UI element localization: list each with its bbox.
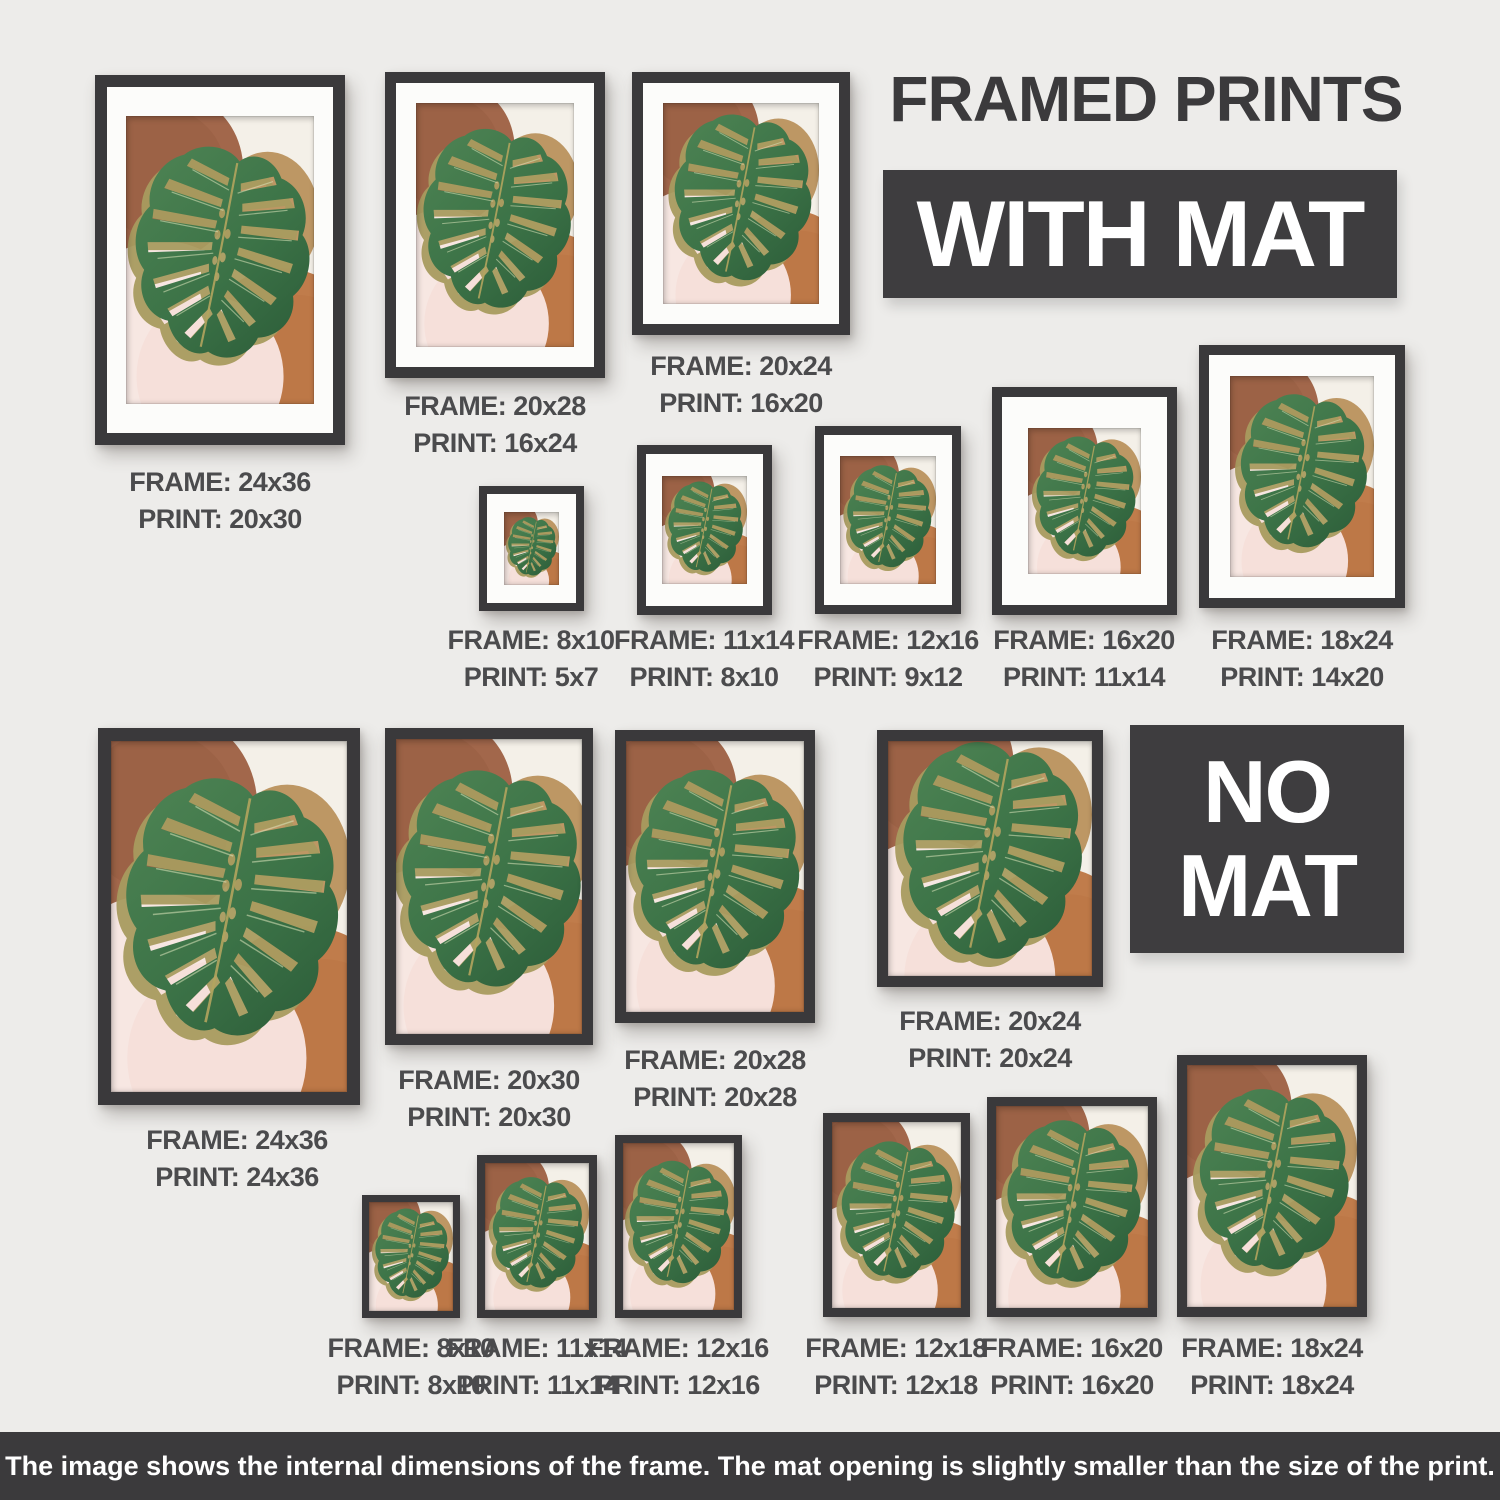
size-label [650, 348, 832, 422]
size-label [404, 388, 586, 462]
size-label [146, 1122, 328, 1196]
monstera-print-artwork [1230, 376, 1374, 577]
frame-size-text: FRAME: 20x30 [398, 1065, 580, 1095]
frame-no-mat-8x10 [362, 1195, 460, 1318]
frame-size-text: FRAME: 11x14 [613, 625, 795, 655]
frame-size-text: FRAME: 16x20 [993, 625, 1175, 655]
frame-no-mat-12x18 [823, 1113, 970, 1317]
size-label [614, 622, 794, 696]
frame-with-mat-20x24 [632, 72, 850, 335]
frame-size-text: FRAME: 8x10 [447, 625, 615, 655]
print-size-text: PRINT: 16x20 [659, 388, 823, 418]
page-title: FRAMED PRINTS [889, 63, 1403, 135]
frame-size-text: FRAME: 12x18 [805, 1333, 987, 1363]
monstera-print-artwork [1187, 1065, 1357, 1307]
frame-size-text: FRAME: 12x16 [587, 1333, 769, 1363]
print-size-text: PRINT: 20x30 [407, 1102, 571, 1132]
no-mat-banner-line1: NO [1203, 742, 1331, 841]
monstera-print-artwork [888, 741, 1092, 976]
footer-note-bar [0, 1432, 1500, 1500]
frame-size-text: FRAME: 18x24 [1211, 625, 1393, 655]
frame-no-mat-24x36 [98, 728, 360, 1105]
monstera-print-artwork [485, 1163, 589, 1310]
frame-size-text: FRAME: 11x14 [446, 1333, 628, 1363]
frame-size-text: FRAME: 24x36 [146, 1125, 328, 1155]
size-label [805, 1330, 987, 1404]
mat-board [1002, 397, 1167, 605]
mat-board [643, 83, 839, 324]
size-label [899, 1003, 1081, 1077]
frame-size-text: FRAME: 20x24 [650, 351, 832, 381]
frame-size-text: FRAME: 8x10 [327, 1333, 495, 1363]
frame-with-mat-20x28 [385, 72, 605, 378]
monstera-print-artwork [832, 1122, 961, 1308]
size-label [587, 1330, 769, 1404]
print-size-text: PRINT: 18x24 [1190, 1370, 1354, 1400]
frame-size-text: FRAME: 20x28 [624, 1045, 806, 1075]
size-label [1211, 622, 1393, 696]
frame-size-text: FRAME: 20x28 [404, 391, 586, 421]
print-size-text: PRINT: 14x20 [1220, 662, 1384, 692]
frame-no-mat-20x28 [615, 730, 815, 1023]
frame-no-mat-20x30 [385, 728, 593, 1045]
monstera-print-artwork [126, 116, 314, 404]
frame-no-mat-11x14 [477, 1155, 597, 1318]
print-size-text: PRINT: 20x28 [633, 1082, 797, 1112]
monstera-print-artwork [416, 103, 574, 347]
print-size-text: PRINT: 16x20 [990, 1370, 1154, 1400]
frame-with-mat-16x20 [992, 387, 1177, 615]
print-size-text: PRINT: 8x10 [629, 662, 779, 692]
size-label [129, 464, 311, 538]
mat-board [646, 454, 763, 606]
monstera-print-artwork [623, 1143, 734, 1310]
size-label [981, 1330, 1163, 1404]
frame-size-text: FRAME: 16x20 [981, 1333, 1163, 1363]
frame-size-text: FRAME: 18x24 [1181, 1333, 1363, 1363]
no-mat-banner-line2: MAT [1177, 836, 1357, 935]
size-label [1181, 1330, 1363, 1404]
frame-size-text: FRAME: 24x36 [129, 467, 311, 497]
print-size-text: PRINT: 11x14 [1002, 662, 1166, 692]
frame-size-text: FRAME: 20x24 [899, 1006, 1081, 1036]
frame-with-mat-18x24 [1199, 345, 1405, 608]
no-mat-banner [1130, 725, 1404, 953]
print-size-text: PRINT: 20x24 [908, 1043, 1072, 1073]
frame-no-mat-12x16 [615, 1135, 742, 1318]
monstera-print-artwork [111, 741, 347, 1092]
size-label [398, 1062, 580, 1136]
size-label [624, 1042, 806, 1116]
size-label [993, 622, 1175, 696]
monstera-print-artwork [662, 476, 747, 584]
frame-size-text: FRAME: 12x16 [797, 625, 979, 655]
print-size-text: PRINT: 8x10 [336, 1370, 486, 1400]
mat-board [396, 83, 594, 367]
print-size-text: PRINT: 16x24 [413, 428, 577, 458]
monstera-print-artwork [1028, 428, 1141, 574]
monstera-print-artwork [369, 1202, 453, 1311]
print-size-text: PRINT: 24x36 [155, 1162, 319, 1192]
mat-board [487, 494, 576, 603]
frame-with-mat-12x16 [815, 426, 961, 614]
print-size-text: PRINT: 9x12 [813, 662, 963, 692]
print-size-text: PRINT: 12x18 [814, 1370, 978, 1400]
mat-board [1209, 355, 1395, 598]
mat-board [824, 435, 952, 605]
monstera-print-artwork [996, 1106, 1148, 1308]
with-mat-banner-label: WITH MAT [916, 181, 1364, 286]
print-size-text: PRINT: 20x30 [138, 504, 302, 534]
size-label [797, 622, 979, 696]
monstera-print-artwork [504, 512, 559, 585]
monstera-print-artwork [840, 456, 936, 584]
print-size-text: PRINT: 12x16 [596, 1370, 760, 1400]
frame-no-mat-20x24 [877, 730, 1103, 987]
frame-with-mat-8x10 [479, 486, 584, 611]
monstera-print-artwork [396, 739, 582, 1034]
frame-with-mat-11x14 [637, 445, 772, 615]
monstera-print-artwork [626, 741, 804, 1012]
print-size-text: PRINT: 11x14 [455, 1370, 619, 1400]
frame-no-mat-16x20 [987, 1097, 1157, 1317]
mat-board [107, 87, 333, 433]
size-label [447, 622, 614, 696]
monstera-print-artwork [663, 103, 819, 304]
footer-note-text: The image shows the internal dimensions of the frame. The mat opening is slightly smaller than the size of the print. [5, 1450, 1495, 1481]
frame-no-mat-18x24 [1177, 1055, 1367, 1317]
with-mat-banner [883, 170, 1397, 298]
print-size-text: PRINT: 5x7 [463, 662, 599, 692]
frame-with-mat-24x36 [95, 75, 345, 445]
